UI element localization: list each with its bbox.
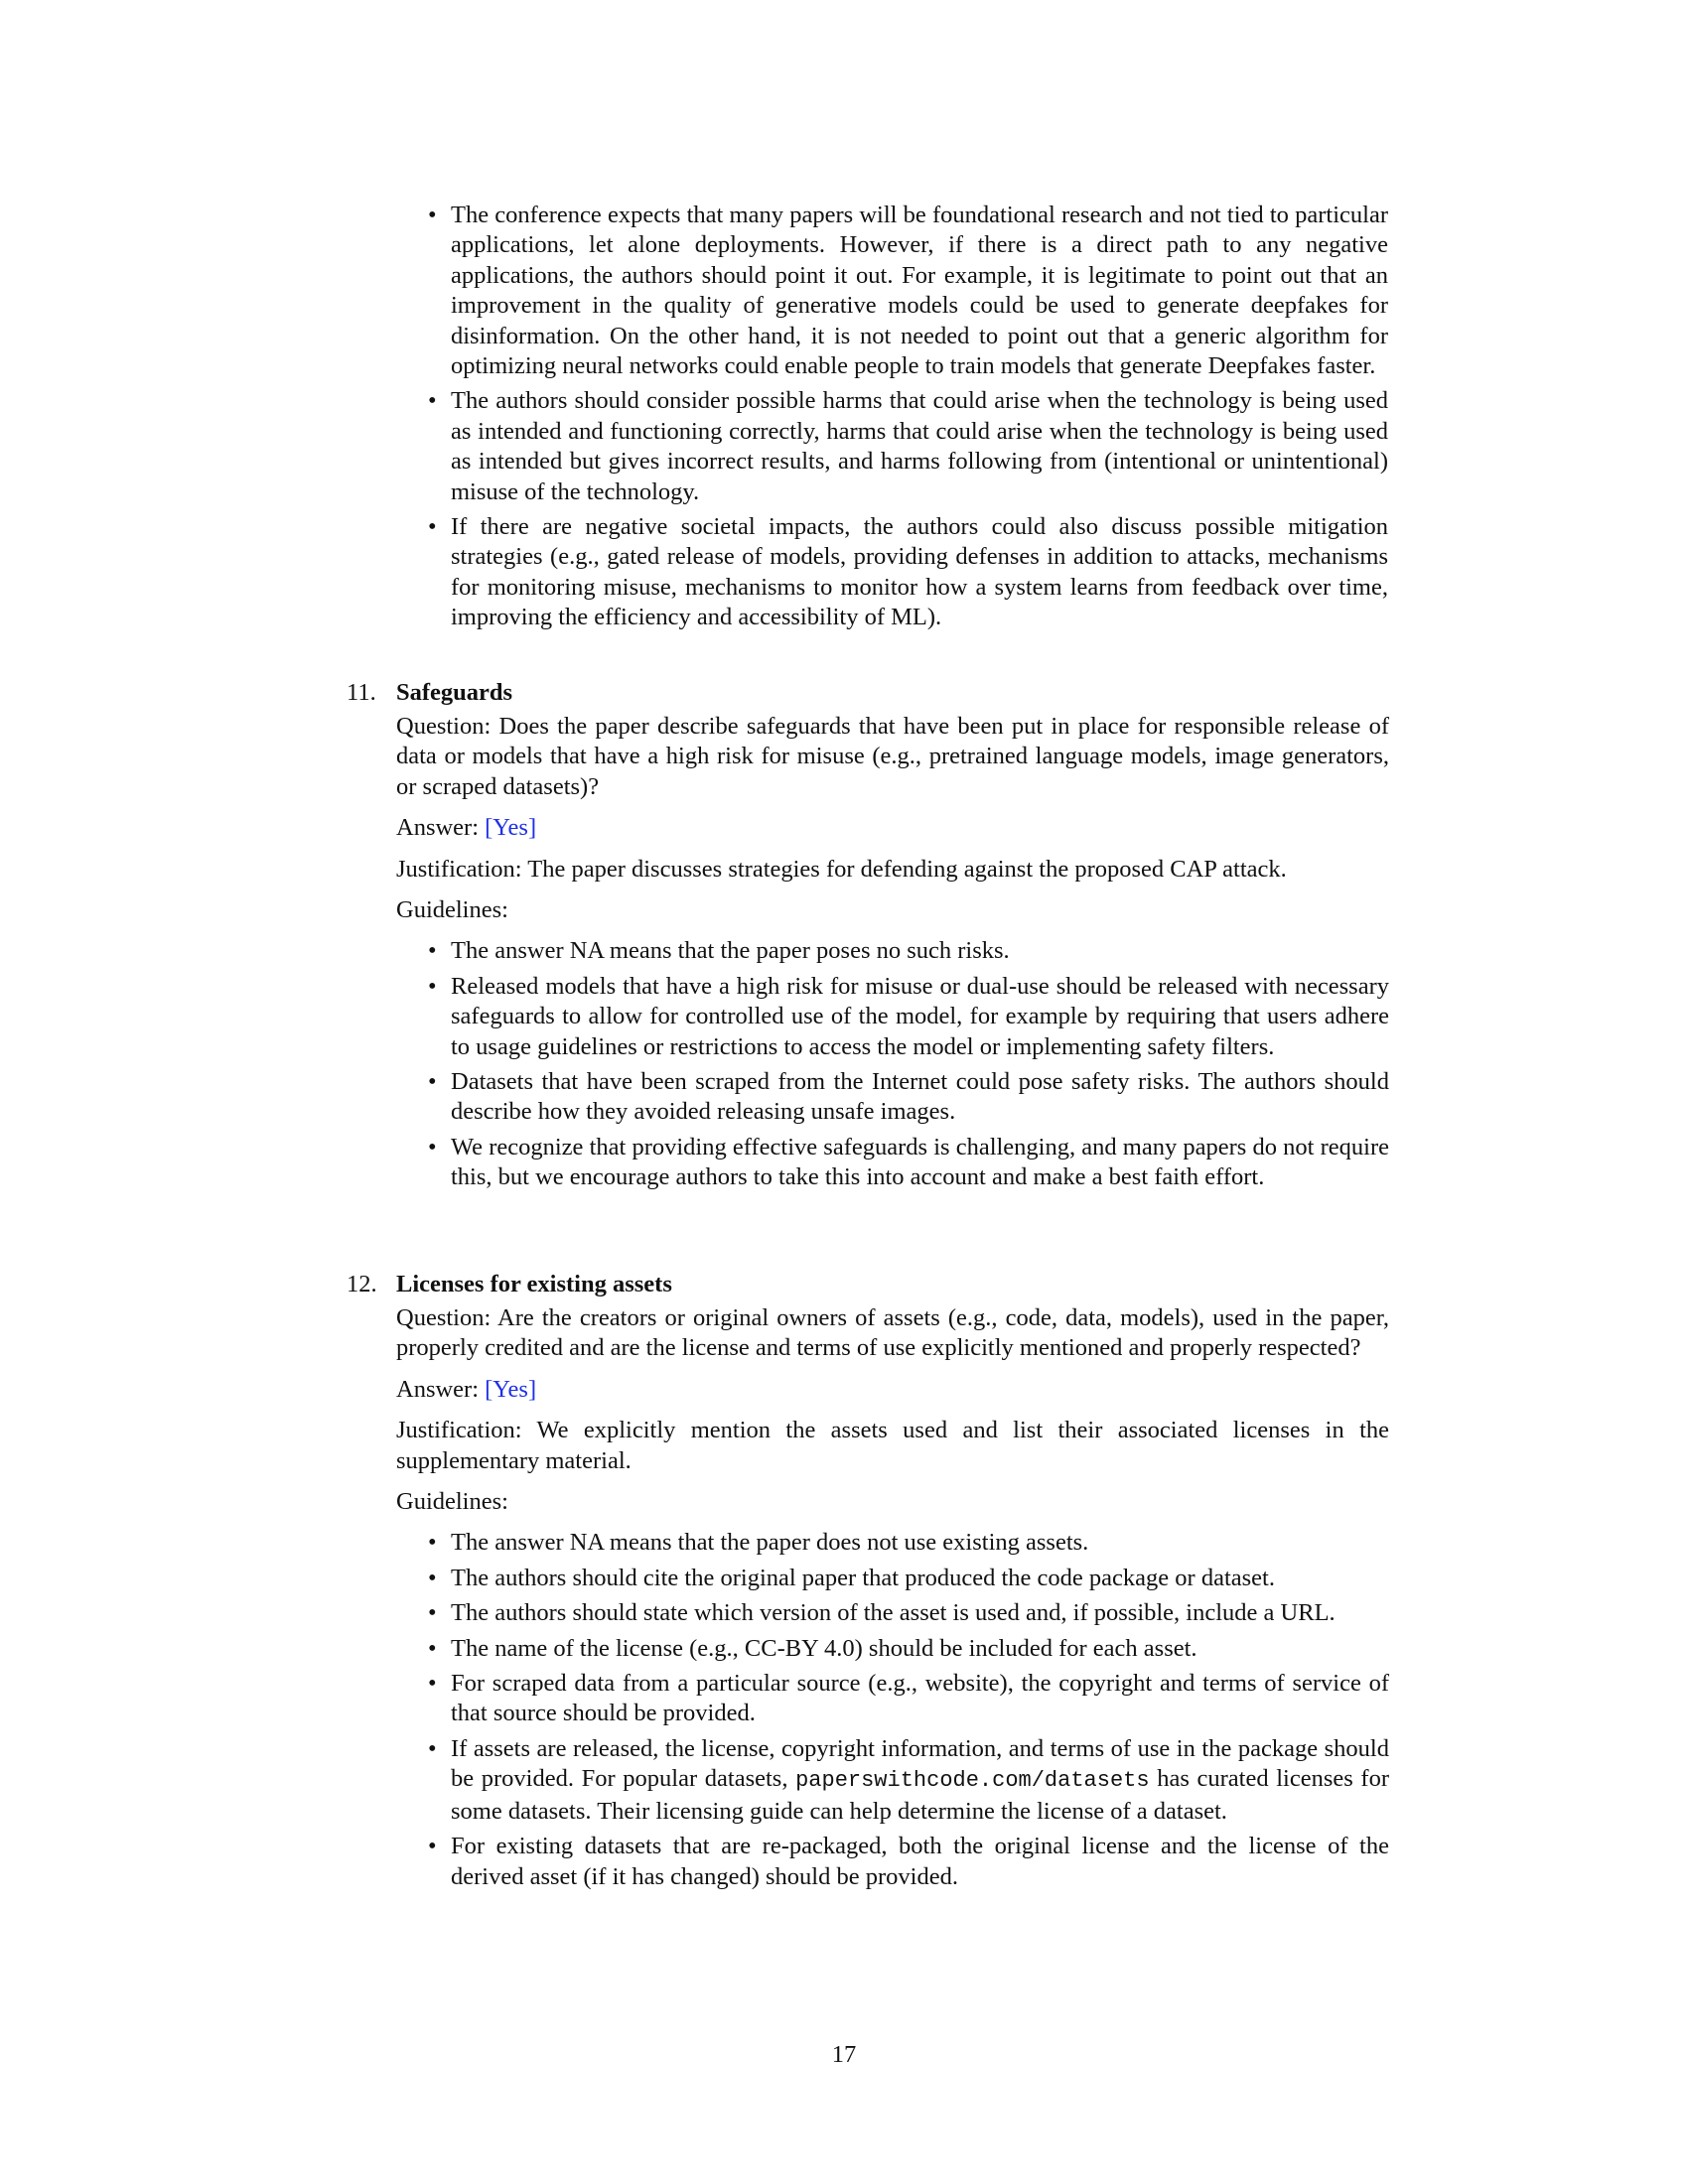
section-title: Licenses for existing assets: [396, 1271, 672, 1297]
bullet-text: The name of the license (e.g., CC-BY 4.0) should be included for each asset.: [451, 1634, 1197, 1662]
list-item: [425, 1634, 1389, 1664]
section-safeguards: [347, 678, 1389, 1198]
bullet-glyph: •: [428, 1833, 437, 1860]
bullet-text: The authors should cite the original paper that produced the code package or dataset.: [451, 1564, 1275, 1591]
bullet-glyph: •: [428, 1599, 437, 1627]
justification-text: Justification: The paper discusses strategies for defending against the proposed CAP attack.: [396, 855, 1287, 883]
bullet-glyph: •: [428, 1670, 437, 1698]
license-text-before: If assets are released, the license, copyright information, and terms of use in the package should be provided. For popular datasets,: [451, 1734, 1389, 1793]
bullet-text: The authors should consider possible harms that could arise when the technology is being used as intended and functioning correctly, harms that could arise when the technology is being used as intended but gives incorrect results, and harms following from (intentional or unintentional) misuse of the technology.: [451, 387, 1388, 505]
bullet-text: The answer NA means that the paper poses no such risks.: [451, 937, 1010, 965]
question-text: Question: Does the paper describe safeguards that have been put in place for responsible release of data or models that have a high risk for misuse (e.g., pretrained language models, image generators, or scraped datasets)?: [396, 713, 1389, 800]
bullet-glyph: •: [428, 972, 437, 1000]
list-item: [425, 1564, 1389, 1593]
bullet-text: The answer NA means that the paper does not use existing assets.: [451, 1529, 1089, 1557]
list-item: [425, 1669, 1389, 1729]
bullet-text: For existing datasets that are re-packaged, both the original license and the license of the derived asset (if it has changed) should be provided.: [451, 1833, 1389, 1890]
list-item: [425, 1734, 1389, 1827]
list-item: [425, 512, 1388, 633]
bullet-glyph: •: [428, 1068, 437, 1096]
bullet-glyph: •: [428, 387, 437, 415]
bullet-glyph: •: [428, 937, 437, 965]
list-item: [425, 972, 1389, 1062]
bullet-glyph: •: [428, 1564, 437, 1591]
list-item: [425, 386, 1388, 507]
bullet-glyph: •: [428, 1133, 437, 1160]
bullet-list: [425, 201, 1388, 633]
answer-line: [396, 813, 1389, 843]
section-body: [396, 1303, 1389, 1892]
datasets-url: paperswithcode.com/datasets: [795, 1768, 1150, 1794]
bullet-text: If there are negative societal impacts, the authors could also discuss possible mitigation strategies (e.g., gated release of models, providing defenses in addition to attacks, mechanisms for monitoring misuse, mechanisms to monitor how a system learns from feedback over time, improving the efficiency and accessibility of ML).: [451, 513, 1388, 631]
answer-label: Answer:: [396, 1375, 486, 1403]
section-body: [396, 712, 1389, 1193]
guidelines-list: [425, 1528, 1389, 1891]
section-title: Safeguards: [396, 679, 513, 706]
justification-text: Justification: We explicitly mention the assets used and list their associated licenses in the supplementary material.: [396, 1417, 1389, 1474]
list-item: [425, 1832, 1389, 1892]
bullet-text: Released models that have a high risk for misuse or dual-use should be released with necessary safeguards to allow for controlled use of the model, for example by requiring that users adhere to usage guidelines or restrictions to access the model or implementing safety filters.: [451, 972, 1389, 1060]
bullet-glyph: •: [428, 202, 437, 228]
bullet-text: For scraped data from a particular source (e.g., website), the copyright and terms of service of that source should be provided.: [451, 1670, 1389, 1727]
list-item: [425, 201, 1388, 381]
bullet-text: The authors should state which version of the asset is used and, if possible, include a URL.: [451, 1599, 1336, 1627]
section-heading: [347, 1270, 1389, 1303]
list-item: [425, 936, 1389, 966]
section-number: 11.: [347, 679, 376, 706]
bullet-text: The conference expects that many papers will be foundational research and not tied to particular applications, let alone deployments. However, if there is a direct path to any negative applications, the authors should point it out. For example, it is legitimate to point out that an improvement in the quality of generative models could be used to generate deepfakes for disinformation. On the other hand, it is not needed to point out that a generic algorithm for optimizing neural networks could enable people to train models that generate Deepfakes faster.: [451, 202, 1388, 380]
list-item: [425, 1598, 1389, 1628]
list-item: [425, 1067, 1389, 1128]
bullet-text: Datasets that have been scraped from the Internet could pose safety risks. The authors should describe how they avoided releasing unsafe images.: [451, 1068, 1389, 1126]
list-item: [425, 1133, 1389, 1193]
answer-value: [Yes]: [485, 814, 537, 842]
section-heading: [347, 678, 1389, 712]
answer-label: Answer:: [396, 814, 486, 842]
question-text: Question: Are the creators or original owners of assets (e.g., code, data, models), used in the paper, properly credited and are the license and terms of use explicitly mentioned and properly respected?: [396, 1304, 1389, 1362]
impact-guidelines-continued: [425, 201, 1388, 638]
guidelines-label: Guidelines:: [396, 896, 508, 924]
bullet-glyph: •: [428, 1634, 437, 1662]
answer-value: [Yes]: [485, 1375, 537, 1403]
bullet-glyph: •: [428, 513, 437, 541]
guidelines-list: [425, 936, 1389, 1192]
guidelines-label: Guidelines:: [396, 1488, 508, 1516]
list-item: [425, 1528, 1389, 1558]
section-licenses: [347, 1270, 1389, 1897]
section-number: 12.: [347, 1271, 377, 1297]
bullet-text: We recognize that providing effective safeguards is challenging, and many papers do not require this, but we encourage authors to take this into account and make a best faith effort.: [451, 1133, 1389, 1191]
answer-line: [396, 1375, 1389, 1405]
bullet-glyph: •: [428, 1734, 437, 1762]
license-text-after: has curated licenses for some datasets. Their licensing guide can help determine the license of a dataset.: [451, 1765, 1389, 1825]
bullet-text: [451, 1735, 1389, 1825]
page-number: 17: [831, 2041, 857, 2068]
bullet-glyph: •: [428, 1529, 437, 1557]
